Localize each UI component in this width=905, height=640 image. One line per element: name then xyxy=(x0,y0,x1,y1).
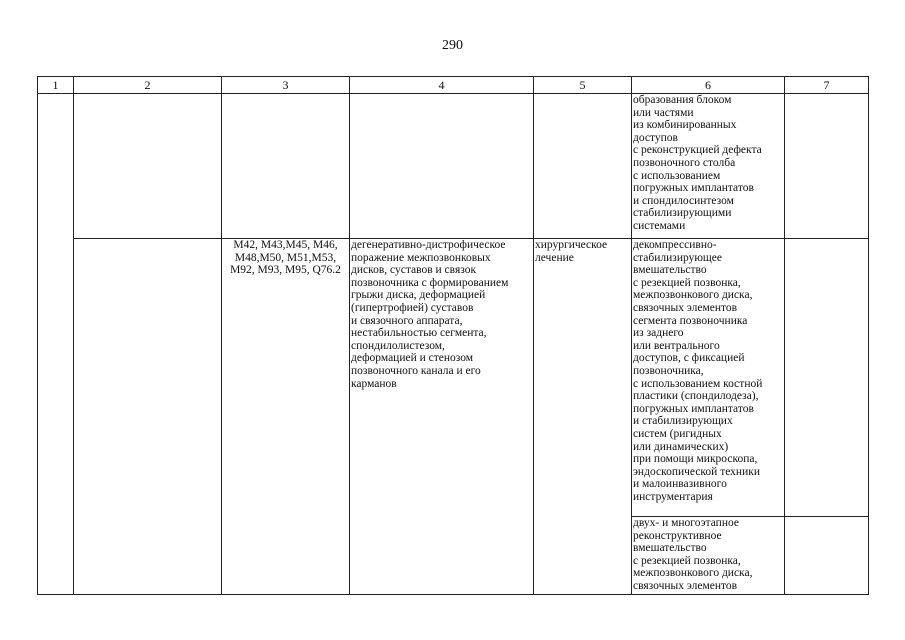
header-col-3: 3 xyxy=(222,77,350,94)
header-row xyxy=(38,77,869,94)
cell-col-1 xyxy=(38,94,74,595)
cell-col-3 xyxy=(222,94,350,239)
cell-col-2 xyxy=(74,94,222,239)
method-cell: декомпрессивно- стабилизирующее вмешательство с резекцией позвонка, межпозвонкового диска, связочных элементов сегмента позвоночника из заднего или вентрального доступов, с фиксацией позвоночника, с использованием костной пластики (спондилодеза), погружных имплантатов и стабилизирующих систем (ригидных или динамических) при помощи микроскопа, эндоскопической техники и малоинвазивного инструментария xyxy=(632,239,785,517)
cell-col-7 xyxy=(785,239,869,517)
method-cell: образования блоком или частями из комбинированных доступов с реконструкцией дефекта позвоночного столба с использованием погружных имплантатов и спондилосинтезом стабилизирующими системами xyxy=(632,94,785,239)
table-row xyxy=(38,94,869,239)
cell-col-2 xyxy=(74,239,222,595)
header-col-1: 1 xyxy=(38,77,74,94)
header-col-4: 4 xyxy=(350,77,534,94)
treatment-type-cell: хирургическое лечение xyxy=(534,239,632,595)
header-col-6: 6 xyxy=(632,77,785,94)
header-col-2: 2 xyxy=(74,77,222,94)
diagnosis-cell: дегенеративно-дистрофическое поражение межпозвонковых дисков, суставов и связок позвоночника с формированием грыжи диска, деформацией (гипертрофией) суставов и связочного аппарата, нестабильностью сегмента, спондилолистезом, деформацией и стенозом позвоночного канала и его карманов xyxy=(350,239,534,595)
icd-codes-cell: M42, M43,M45, M46, M48,M50, M51,M53, M92, M93, M95, Q76.2 xyxy=(222,239,350,595)
cell-col-7 xyxy=(785,94,869,239)
header-col-7: 7 xyxy=(785,77,869,94)
procedures-table xyxy=(37,76,869,595)
table-row xyxy=(38,239,869,517)
cell-col-7 xyxy=(785,517,869,595)
header-col-5: 5 xyxy=(534,77,632,94)
page-number: 290 xyxy=(442,38,463,53)
cell-col-5 xyxy=(534,94,632,239)
cell-col-4 xyxy=(350,94,534,239)
method-cell: двух- и многоэтапное реконструктивное вмешательство с резекцией позвонка, межпозвонкового диска, связочных элементов xyxy=(632,517,785,595)
